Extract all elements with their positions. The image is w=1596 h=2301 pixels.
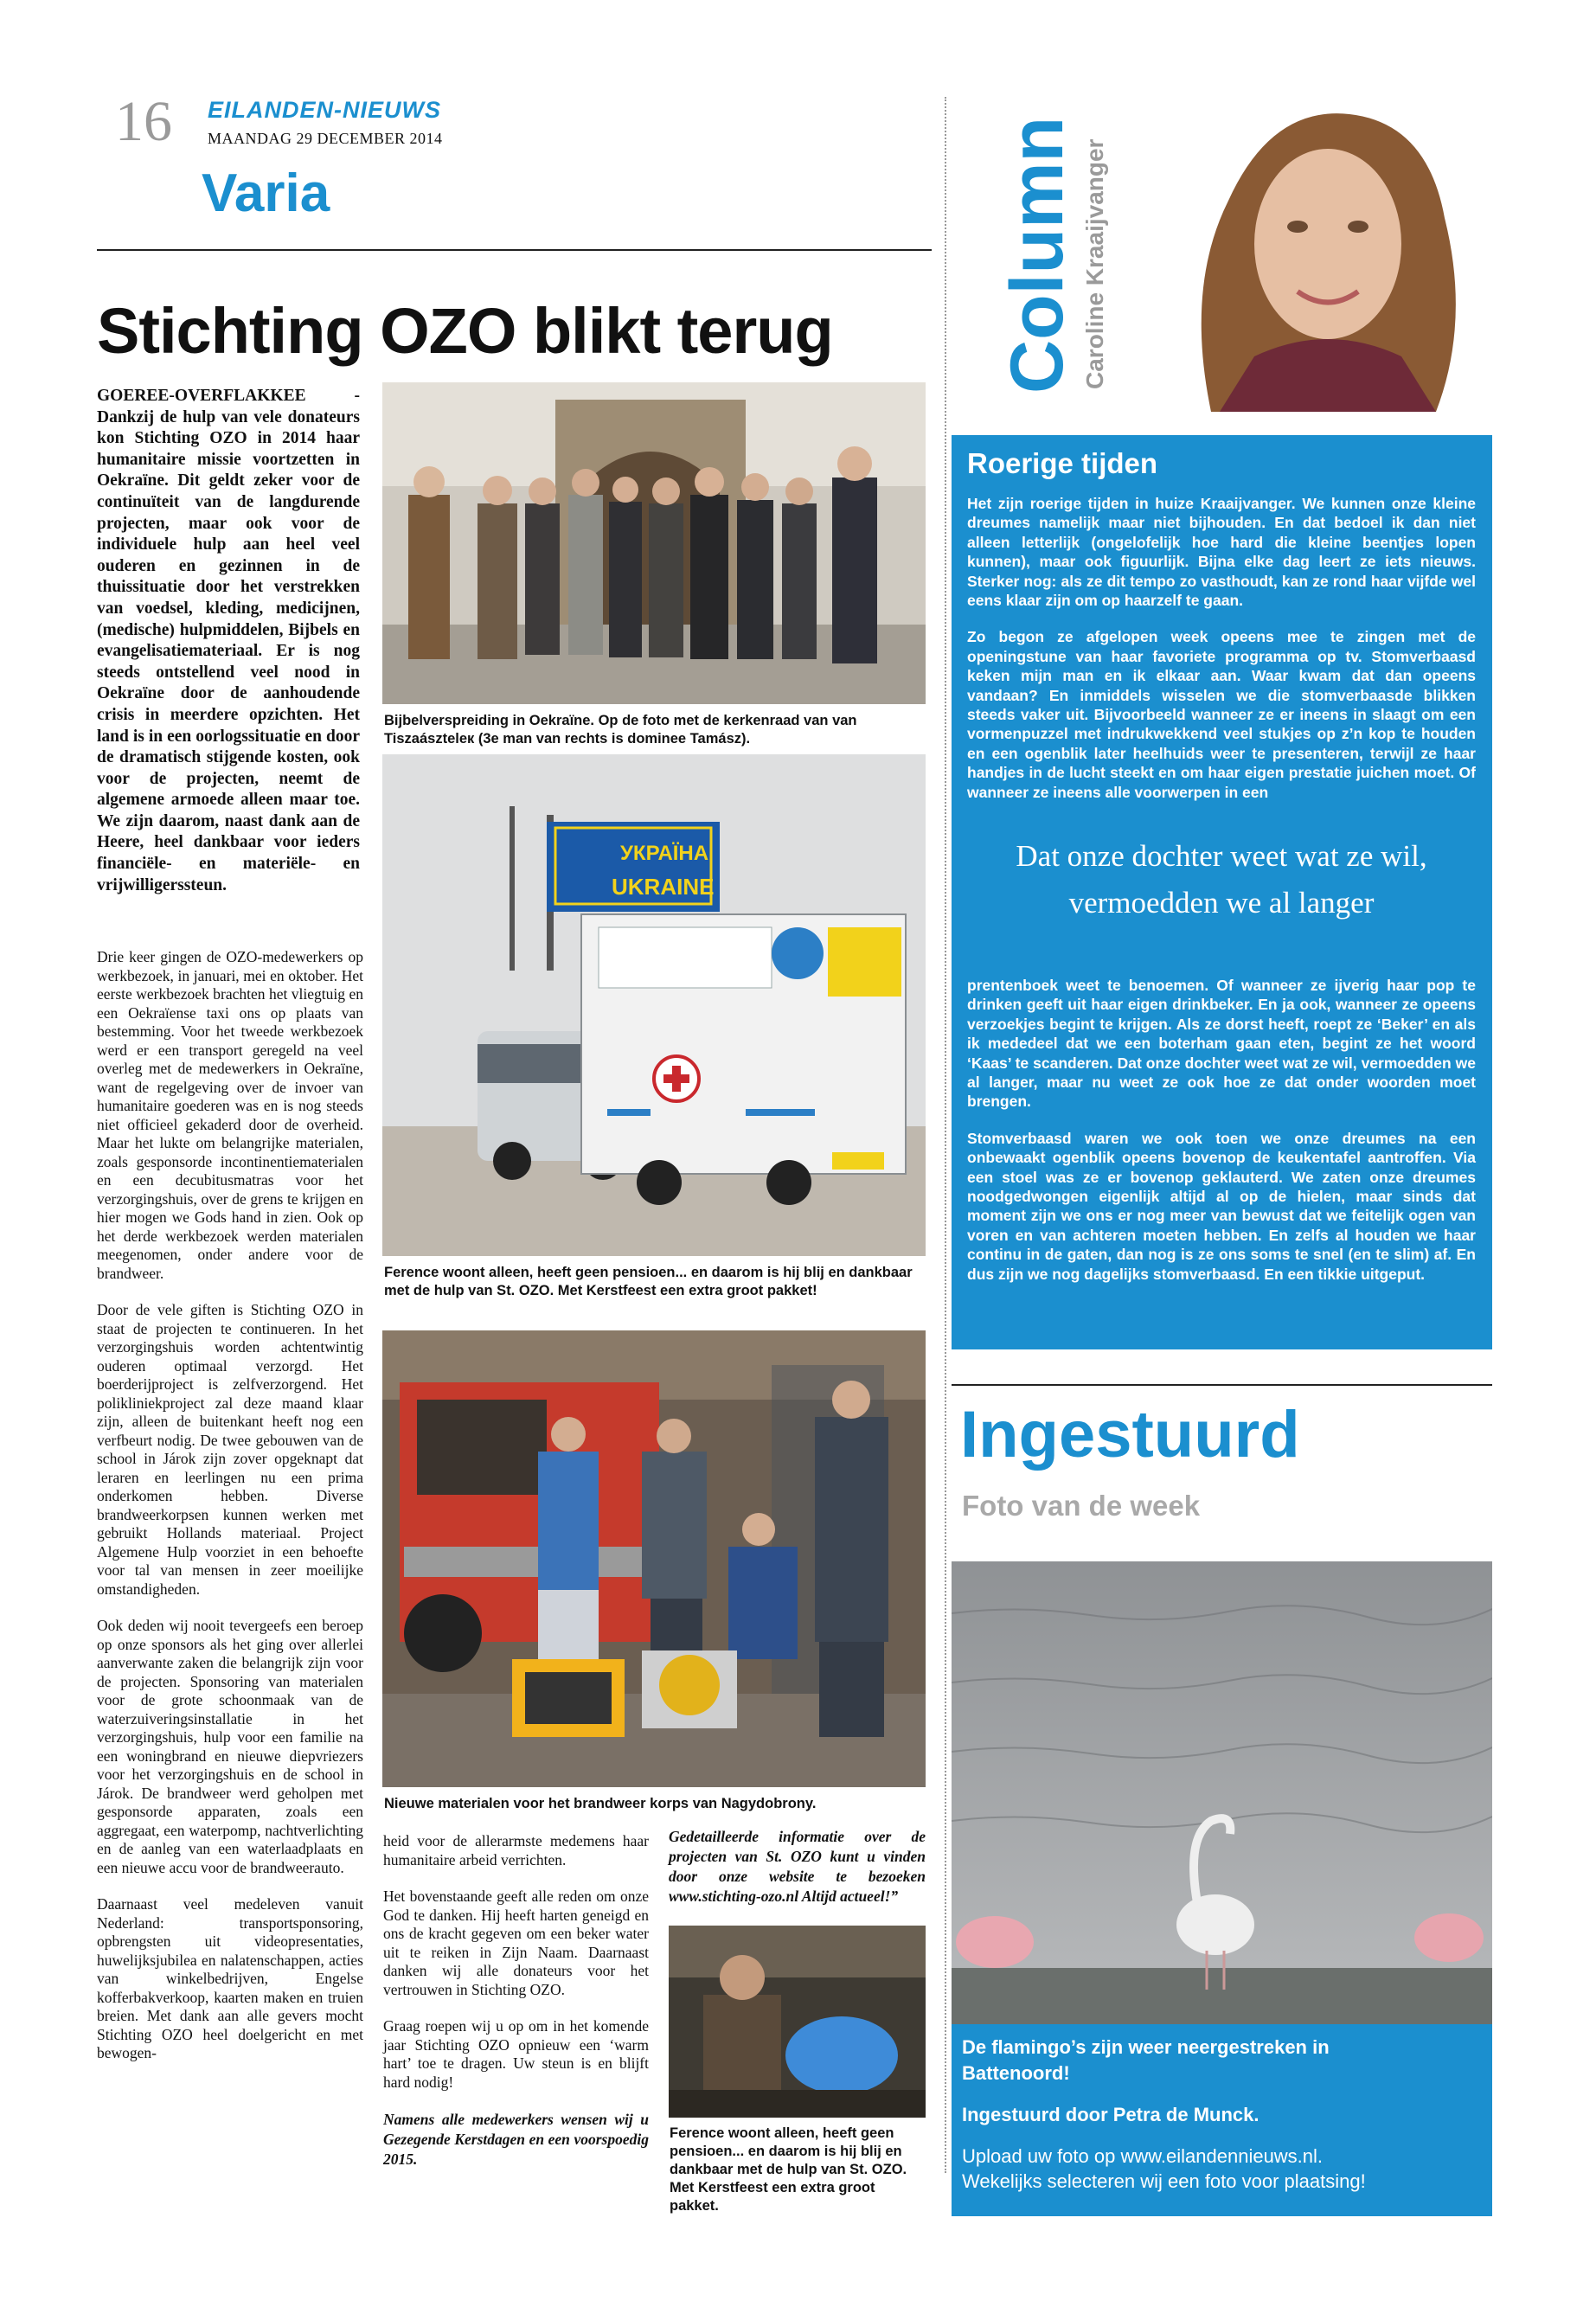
masthead-logo: EILANDEN-NIEUWS <box>208 97 441 123</box>
pull-quote <box>967 833 1476 926</box>
flamingo-caption: De flamingo’s zijn weer neergestreken in Battenoord! <box>962 2036 1330 2084</box>
upload-info <box>962 2144 1481 2194</box>
photo2-caption: Ference woont alleen, heeft geen pensioen... en daarom is hij blij en dankbaar met de hulp van St. OZO. Met Kerstfeest een extra groot pakket! <box>384 1265 913 1298</box>
column-paragraph: Stomverbaasd waren we ook toen we onze dreumes na een onbewaakt ogenblik opeens bovenop de keukentafel aantroffen. Via een stoel was ze er bovenop geklauterd. We zaten onze dreumes noodgedwongen eigenlijk altijd al op de hielen, maar sinds dat moment zijn we ons er nog meer van bewust dat we feitelijk ogen van voren en van achteren moeten hebben. En zelfs al houden we haar continu in de gaten, dan nog is ze ons soms te snel (en te slim) af. En dus zijn we nog dagelijks stomverbaasd. En een tikkie uitgeput. <box>967 1129 1476 1283</box>
body-paragraph: Graag roepen wij u op om in het komende jaar Stichting OZO opnieuw een ‘warm hart’ toe te dragen. Uw steun is en blijft hard nodig! <box>383 2017 649 2091</box>
column-paragraph: Zo begon ze afgelopen week opeens mee te zingen met de openingstune van haar favoriete programma op tv. Stomverbaasd keken mijn man en ik elkaar aan. Waar kwam dat dan opeens vandaan? En inmiddels wisselen we die stomverbaasde blikken steeds vaker uit. Bijvoorbeeld wanneer ze er ineens in slaagt om een vormenpuzzel met indrukwekkend veel stukjes op z’n kop te houden en een ogenblik later heelhuids weer te presenteren, terwijl ze haar handjes in de lucht steekt en om haar eigen prestatie juichen moet. Of wanneer ze ineens alle voorwerpen in een <box>967 628 1476 801</box>
foto-van-de-week: Foto van de week <box>962 1490 1201 1522</box>
ingestuurd-rule <box>952 1384 1492 1386</box>
body-paragraph: Drie keer gingen de OZO-medewerkers op werkbezoek, in januari, mei en oktober. Het eerste werkbezoek brachten het vliegtuig en een Oekraïense taxi ons op plaats van bestemming. Voor het tweede werkbezoek werd er een transport geregeld na veel overleg met de medewerkers in Oekraïne, want de regelgeving over de invoer van humanitaire goederen was en is nog steeds niet officieel gekaderd door de overheid. Maar het lukte om belangrijke materialen, zoals gesponsorde incontinentiematerialen en een decubitusmatras voor het verzorgingshuis, over de grens te krijgen en hier mogen we Gods hand in zien. Ook op het derde werkbezoek werden materialen meegenomen, onder andere voor de brandweer. <box>97 948 363 1282</box>
column-text-bottom <box>967 976 1476 1301</box>
column-paragraph: Het zijn roerige tijden in huize Kraaijvanger. We kunnen onze kleine dreumes namelijk maar niet bijhouden. En dat bedoel ik dan niet alleen letterlijk (ongelofelijk hoe hard die kleine beentjes lopen kunnen), maar ook figuurlijk. Bijna elke dag leert ze iets nieuws. Sterker nog: als ze dit tempo zo vasthoudt, kan ze rond haar vijfde wel eens klaar zijn om op haarzelf te gaan. <box>967 495 1476 610</box>
sign-ukraine-cyrillic: УКРАЇНА <box>620 842 709 865</box>
body-paragraph: Door de vele giften is Stichting OZO in staat de projecten te continueren. In het verzorgingshuis worden achtentwintig ouderen optimaal verzorgd. Het boerderijproject is zelfverzorgend. Het polikliniekproject zal deze maand klaar zijn, alleen de buitenkant heeft nog een verfbeurt nodig. De twee gebouwen van de school in Járok zijn zover opgeknapt dat leraren en leerlingen nu een prima onderkomen hebben. Diverse brandweerkorpsen kunnen werken met gebruikt Hollands materiaal. Project Algemene Hulp voorziet in een behoefte voor tal van mensen in zeer moeilijke omstandigheden. <box>97 1301 363 1598</box>
page-number: 16 <box>115 90 172 153</box>
photo1-caption: Bijbelverspreiding in Oekraïne. Op de foto met de kerkenraad van van Tiszaászteleк (3e man van rechts is dominee Tamász). <box>384 713 857 747</box>
photo4-caption: Ference woont alleen, heeft geen pensioen... en daarom is hij blij en dankbaar met de hulp van St. OZO. Met Kerstfeest een extra groot pakket. <box>670 2125 907 2214</box>
ference-photo <box>669 1926 926 2118</box>
column-text-top <box>967 494 1476 819</box>
pull-quote-line: vermoedden we al langer <box>1068 886 1375 920</box>
article-headline: Stichting OZO blikt terug <box>97 295 833 367</box>
article-column-2 <box>383 1832 649 2188</box>
body-paragraph: Daarnaast veel medeleven vanuit Nederland: transportsponsoring, opbrengsten uit videopresentaties, huwelijksjubilea en nalatenschappen, acties van winkelbedrijven, Engelse kofferbakverkoop, kaarten maken en truien breien. Met dank aan alle gevers mocht Stichting OZO heel doelgericht en met bewogen- <box>97 1895 363 2061</box>
pull-quote-line: Dat onze dochter weet wat ze wil, <box>1016 839 1427 873</box>
article-intro: GOEREE-OVERFLAKKEE - Dankzij de hulp van vele donateurs kon Stichting OZO in 2014 haar humanitaire missie voortzetten in Oekraïne. Dit geldt zeker voor de continuïteit van de langdurende projecten, maar ook voor de individuele hulp aan heel veel ouderen en gezinnen in de thuissituatie door het verstrekken van voedsel, kleding, medicijnen, (medische) hulpmiddelen, Bijbels en evangelisatiemateriaal. Er is nog steeds ontstellend veel nood in Oekraïne door de aanhoudende crisis in meerdere opzichten. Het land is in een oorlogssituatie en door de dramatisch stijgende kosten, ook voor de projecten, neemt de algemene armoede alleen maar toe. We zijn daarom, naast dank aan de Heere, heel dankbaar voor ieders financiële- en materiële- en vrijwilligerssteun. <box>97 387 360 894</box>
section-title: Varia <box>202 163 330 223</box>
ingestuurd-title: Ingestuurd <box>960 1398 1300 1471</box>
column-divider <box>945 97 946 2173</box>
transport-trailer-photo <box>382 754 926 1256</box>
column-label: Column <box>996 116 1079 394</box>
body-paragraph: Ook deden wij nooit tevergeefs een beroep op onze sponsors als het ging over allerlei aanverwante zaken die belangrijk zijn voor de projecten. Sponsoring van materialen voor de grote schoonmaak van de waterzuiveringsinstallatie in het verzorgingshuis, hulp voor een familie na een woningbrand en nieuwe diepvriezers voor het verzorgingshuis en de school in Járok. De brandweer werd geholpen met gesponsorde apparaten, zoals een aggregaat, een waterpomp, nachtverlichting en de aanleg van een waterlaadplaats en een nieuwe accu voor de brandweerauto. <box>97 1617 363 1876</box>
article-column-1 <box>97 948 363 2081</box>
upload-line: Upload uw foto op www.eilandennieuws.nl. <box>962 2145 1324 2167</box>
website-info: Gedetailleerde informatie over de projecten van St. OZO kunt u vinden door onze website te bezoeken www.stichting-ozo.nl Altijd actueel!” <box>669 1828 926 1905</box>
church-group-photo <box>382 382 926 704</box>
column-author: Caroline Kraaijvanger <box>1081 138 1108 389</box>
issue-date: MAANDAG 29 DECEMBER 2014 <box>208 130 443 147</box>
body-paragraph: heid voor de allerarmste medemens haar humanitaire arbeid verrichten. <box>383 1832 649 1868</box>
author-portrait <box>1151 97 1497 412</box>
body-paragraph: Het bovenstaande geeft alle reden om onze God te danken. Hij heeft harten geneigd en ons de kracht gegeven om een beker water uit te reiken in Zijn Naam. Daarnaast danken wij alle donateurs voor het vertrouwen in Stichting OZO. <box>383 1888 649 1998</box>
fire-brigade-photo <box>382 1330 926 1787</box>
flamingo-photo <box>952 1561 1492 2024</box>
sign-ukraine-latin: UKRAINE <box>612 874 715 900</box>
photo3-caption: Nieuwe materialen voor het brandweer korps van Nagydobrony. <box>384 1796 817 1811</box>
column-title: Roerige tijden <box>967 447 1158 479</box>
photo-credit: Ingestuurd door Petra de Munck. <box>962 2104 1259 2125</box>
flamingo-caption-box <box>952 2024 1492 2216</box>
column-box <box>952 435 1492 1349</box>
closing-wishes: Namens alle medewerkers wensen wij u Gezegende Kerstdagen en een voorspoedig 2015. <box>383 2111 649 2168</box>
header-rule <box>97 249 932 251</box>
upload-line: Wekelijks selecteren wij een foto voor plaatsing! <box>962 2170 1366 2192</box>
column-paragraph: prentenboek weet te benoemen. Of wanneer ze ijverig haar pop te drinken geeft uit haar eigen drinkbeker. En ja ook, wanneer ze opeens verzoekjes begint te krijgen. Als ze dorst heeft, roept ze ‘Beker’ en als ik mededeel dat we een boterham gaan eten, begint ze het woord ‘Kaas’ te scanderen. Dat onze dochter weet wat ze wil, vermoedden we al langer, maar nu weet ze ook hoe ze dat onder woorden moet brengen. <box>967 977 1476 1111</box>
